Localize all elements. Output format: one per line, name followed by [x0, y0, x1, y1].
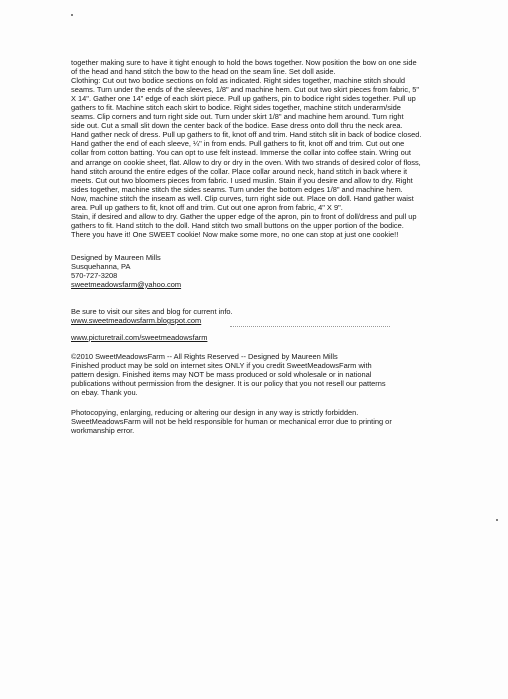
picturetrail-link[interactable]: www.picturetrail.com/sweetmeadowsfarm: [71, 333, 208, 342]
designer-name: Designed by Maureen Mills: [71, 253, 161, 262]
scan-speck: [71, 14, 73, 16]
instruction-line: seams. Clip corners and turn right side out. Turn under skirt 1/8" and machine hem around. Turn right: [71, 112, 404, 122]
copyright-block: [71, 353, 386, 398]
instruction-line: Stain, if desired and allow to dry. Gather the upper edge of the apron, pin to front of doll/dress and pull up: [71, 211, 417, 221]
disclaimer-line: Photocopying, enlarging, reducing or altering our design in any way is strictly forbidden.: [71, 408, 359, 417]
disclaimer-line: SweetMeadowsFarm will not be held responsible for human or mechanical error due to printing or: [71, 416, 392, 426]
instruction-line: hand stitch around the entire edges of the collar. Place collar around neck, hand stitch in back where it: [71, 166, 408, 176]
instruction-line: Hand gather the end of each sleeve, ¼" in from ends. Pull gathers to fit, knot off and trim. Cut out one: [71, 139, 405, 149]
disclaimer-block: [71, 409, 392, 436]
links-block: [71, 308, 233, 326]
copyright-line: Finished product may be sold on internet sites ONLY if you credit SweetMeadowsFarm with: [71, 360, 372, 370]
designer-email-link[interactable]: sweetmeadowsfarm@yahoo.com: [71, 279, 182, 289]
disclaimer-line: workmanship error.: [71, 425, 135, 435]
instructions-paragraph: [71, 58, 466, 239]
instruction-line: area. Pull up gathers to fit, knot off and trim. Cut out one apron from fabric, 4" X 9".: [71, 202, 343, 212]
instruction-line: X 14". Gather one 14" edge of each skirt piece. Pull up gathers, pin to bodice right sides together. Pull up: [71, 94, 416, 104]
instruction-line: gathers to fit. Machine stitch each skirt to bodice. Right sides together, machine stitch underarm/side: [71, 103, 401, 113]
picturetrail-block: [71, 334, 207, 343]
copyright-line: on ebay. Thank you.: [71, 387, 138, 397]
instruction-line: of the head and hand stitch the bow to the head on the seam line. Set doll aside.: [71, 67, 336, 77]
instruction-line: There you have it! One SWEET cookie! Now make some more, no one can stop at just one cookie!!: [71, 229, 399, 239]
instruction-line: sides together, machine stitch the sides seams. Turn under the bottom edges 1/8" and machine hem.: [71, 184, 403, 194]
copyright-line: ©2010 SweetMeadowsFarm -- All Rights Reserved -- Designed by Maureen Mills: [71, 352, 338, 361]
instruction-line: Hand gather neck of dress. Pull up gathers to fit, knot off and trim. Hand stitch slit in back of bodice closed.: [71, 130, 422, 140]
blog-link[interactable]: www.sweetmeadowsfarm.blogspot.com: [71, 315, 202, 325]
instruction-line: together making sure to have it tight enough to hold the bows together. Now position the bow on one side: [71, 58, 417, 67]
designer-location: Susquehanna, PA: [71, 261, 131, 271]
copyright-line: publications without permission from the designer. It is our policy that you not resell our patterns: [71, 378, 386, 388]
scan-rule: [230, 326, 390, 327]
instruction-line: Now, machine stitch the inseam as well. Clip curves, turn right side out. Place on doll. Hand gather waist: [71, 193, 414, 203]
designer-phone: 570-727-3208: [71, 270, 118, 280]
instruction-line: side out. Cut a small slit down the center back of the bodice. Ease dress onto doll thru the neck area.: [71, 121, 403, 131]
instruction-line: collar from cotton batting. You can opt to use felt instead. Immerse the collar into coffee stain. Wring out: [71, 148, 411, 158]
links-intro: Be sure to visit our sites and blog for current info.: [71, 307, 233, 316]
instruction-line: and arrange on cookie sheet, flat. Allow to dry or dry in the oven. With two strands of desired color of floss,: [71, 157, 421, 167]
instruction-line: Clothing: Cut out two bodice sections on fold as indicated. Right sides together, machine stitch should: [71, 76, 406, 86]
copyright-line: pattern design. Finished items may NOT be mass produced or sold wholesale or in national: [71, 369, 372, 379]
instruction-line: seams. Turn under the ends of the sleeves, 1/8" and machine hem. Cut out two skirt pieces from fabric, 5": [71, 85, 419, 95]
instruction-line: meets. Cut out two bloomers pieces from fabric. I used muslin. Stain if you desire and allow to dry. Right: [71, 175, 413, 185]
scan-speck: [496, 519, 498, 521]
designer-block: [71, 254, 181, 290]
instruction-line: gathers to fit. Hand stitch to the doll. Hand stitch two small buttons on the upper portion of the bodice.: [71, 220, 404, 230]
